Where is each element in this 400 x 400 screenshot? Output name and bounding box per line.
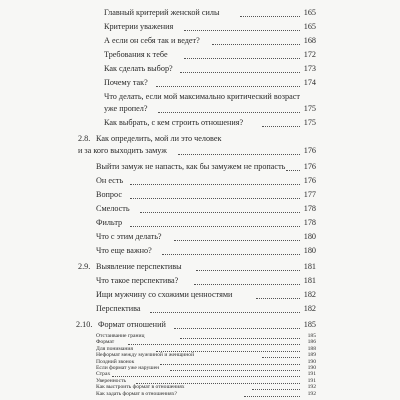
toc-entry-label: Почему так? <box>104 78 148 87</box>
toc-page-number: 189 <box>307 352 316 359</box>
toc-entry-label: Он есть <box>96 176 124 185</box>
toc-entry-label: Смелость <box>96 204 130 213</box>
toc-entry-label: Критерии уважения <box>104 22 174 31</box>
toc-leader <box>160 364 300 365</box>
toc-leader <box>212 44 300 45</box>
toc-page-number: 181 <box>303 262 316 271</box>
toc-entry-label: Фильтр <box>96 218 123 227</box>
toc-page-number: 192 <box>307 390 316 397</box>
toc-leader <box>194 284 300 285</box>
toc-page-number: 185 <box>307 333 316 339</box>
toc-section-title: Формат отношений <box>98 320 166 329</box>
toc-page-number: 180 <box>303 246 316 255</box>
toc-entry-label: Выйти замуж не напасть, как бы замужем не пропасть <box>96 162 286 171</box>
toc-leader <box>170 370 300 371</box>
toc-entry-label: Что еще важно? <box>96 246 152 255</box>
toc-page-number: 185 <box>303 320 316 329</box>
toc-page-number: 191 <box>307 377 316 384</box>
toc-leader <box>196 270 300 271</box>
toc-section-number: 2.9. <box>78 262 91 271</box>
toc-entry-label: Как выбрать, с кем строить отношения? <box>104 118 244 127</box>
toc-page-number: 172 <box>303 50 316 59</box>
toc-entry-label: Поздний звонок <box>96 358 135 365</box>
toc-page-number: 173 <box>303 64 316 73</box>
toc-leader <box>156 86 300 87</box>
toc-page-number: 176 <box>303 176 316 185</box>
toc-page-number: 190 <box>307 358 316 365</box>
toc-entry-label: Страх <box>96 371 111 378</box>
toc-leader <box>178 154 300 155</box>
toc-section-title: Как определить, мой ли это человек <box>96 134 222 143</box>
toc-leader <box>112 376 300 377</box>
toc-entry-label: Требования к тебе <box>104 50 168 59</box>
toc-page-number: 182 <box>303 304 316 313</box>
toc-leader <box>162 254 300 255</box>
toc-leader <box>240 16 300 17</box>
toc-page-number: 188 <box>307 345 316 352</box>
toc-leader <box>130 226 300 227</box>
toc-entry-label: Что с этим делать? <box>96 232 162 241</box>
toc-page-number: 178 <box>303 218 316 227</box>
toc-entry-label: Как задать формат в отношениях? <box>96 390 177 397</box>
toc-entry-label: Если формат уже нарушен <box>96 365 160 371</box>
toc-page-number: 176 <box>303 146 316 155</box>
toc-entry-label: Перспектива <box>96 304 141 313</box>
toc-leader <box>184 30 300 31</box>
toc-entry-label: Вопрос <box>96 190 122 199</box>
toc-page-number: 186 <box>307 339 316 346</box>
toc-entry-label: Что такое перспектива? <box>96 276 179 285</box>
toc-entry-label: Для понимания <box>96 345 133 352</box>
toc-leader <box>184 58 300 59</box>
toc-leader <box>128 344 300 345</box>
toc-page-number: 168 <box>303 36 316 45</box>
toc-entry-label: А если он себя так и ведет? <box>104 36 200 45</box>
toc-section-number: 2.8. <box>78 134 91 143</box>
toc-page-number: 178 <box>303 204 316 213</box>
toc-section-number: 2.10. <box>76 320 93 329</box>
toc-entry-label-line2: уже пропел? <box>104 104 148 113</box>
toc-page-number: 191 <box>307 371 316 378</box>
toc-section-title-line2: и за кого выходить замуж <box>78 146 167 155</box>
toc-page-number: 174 <box>303 78 316 87</box>
toc-page-number: 176 <box>303 162 316 171</box>
toc-leader <box>130 198 300 199</box>
toc-page-number: 175 <box>303 104 316 113</box>
toc-leader <box>140 212 300 213</box>
toc-entry-label: Что делать, если мой максимально критический возраст <box>104 92 300 101</box>
toc-leader <box>130 184 300 185</box>
toc-leader <box>180 72 300 73</box>
toc-section-title: Выявление перспективы <box>96 262 182 271</box>
toc-page-number: 165 <box>303 22 316 31</box>
toc-entry-label: Как выстроить формат в отношениях <box>96 384 185 391</box>
toc-entry-label: Ищи мужчину со схожими ценностями <box>96 290 233 299</box>
toc-page-number: 175 <box>303 118 316 127</box>
toc-page-number: 182 <box>303 290 316 299</box>
toc-leader <box>174 328 300 329</box>
toc-page-number: 181 <box>303 276 316 285</box>
toc-leader <box>158 112 300 113</box>
toc-leader <box>150 312 300 313</box>
toc-entry-label: Главный критерий женской силы <box>104 8 220 17</box>
toc-page-number: 177 <box>303 190 316 199</box>
toc-leader <box>174 240 300 241</box>
toc-page-number: 192 <box>307 384 316 391</box>
toc-entry-label: Неформат между мужчиной и женщиной <box>96 352 195 359</box>
toc-page-number: 165 <box>303 8 316 17</box>
toc-entry-label: Как сделать выбор? <box>104 64 173 73</box>
toc-entry-label: Отстаивание границ <box>96 333 145 339</box>
toc-entry-label: Уверенность <box>96 377 127 384</box>
toc-page-number: 180 <box>303 232 316 241</box>
toc-entry-label: Формат <box>96 339 115 346</box>
toc-leader <box>180 338 300 339</box>
toc-page-number: 190 <box>307 365 316 371</box>
